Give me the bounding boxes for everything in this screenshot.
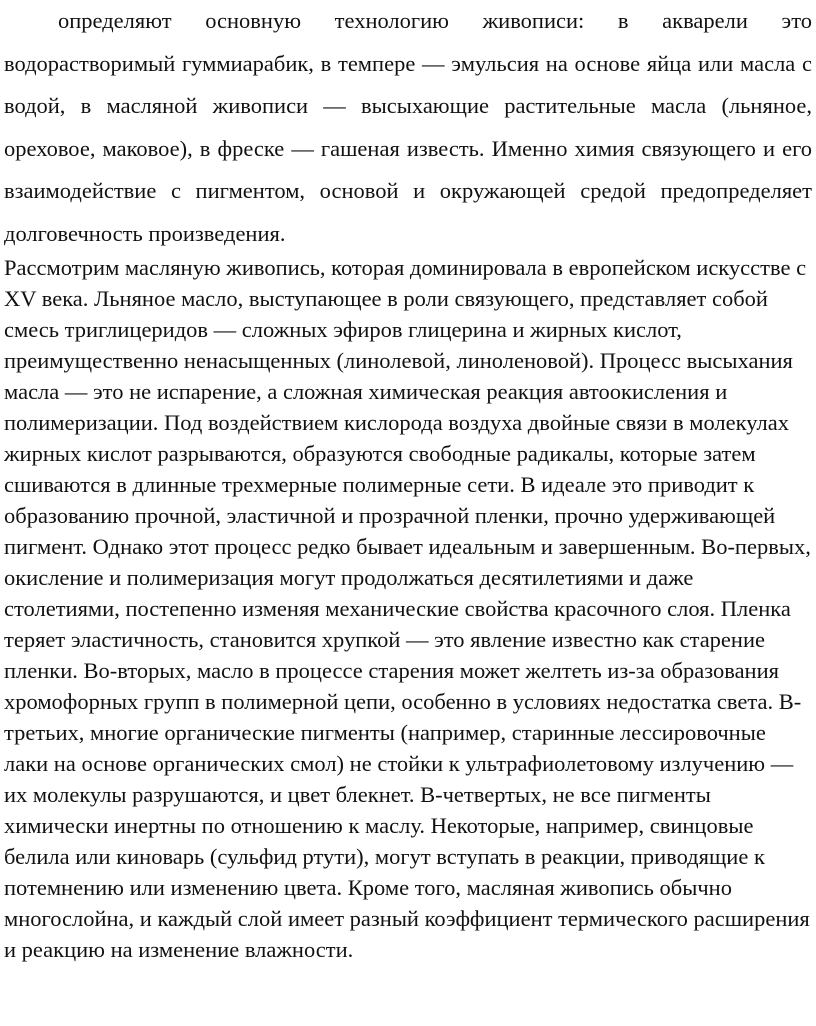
paragraph-oil-painting: Рассмотрим масляную живопись, которая доминировала в европейском искусстве с XV века. Льняное масло, выступающее в роли связующего, представляет собой смесь триглицеридов — сложных эфиров глицерина и жирных кислот, преимущественно ненасыщенных (линолевой, линоленовой). Процесс высыхания масла — это не испарение, а сложная химическая реакция автоокисления и полимеризации. Под воздействием кислорода воздуха двойные связи в молекулах жирных кислот разрываются, образуются свободные радикалы, которые затем сшиваются в длинные трехмерные полимерные сети. В идеале это приводит к образованию прочной, эластичной и прозрачной пленки, прочно удерживающей пигмент. Однако этот процесс редко бывает идеальным и завершенным. Во-первых, окисление и полимеризация могут продолжаться десятилетиями и даже столетиями, постепенно изменяя механические свойства красочного слоя. Пленка теряет эластичность, становится хрупкой — это явление известно как старение пленки. Во-вторых, масло в процессе старения может желтеть из-за образования хромофорных групп в полимерной цепи, особенно в условиях недостатка света. В-третьих, многие органические пигменты (например, старинные лессировочные лаки на основе органических смол) не стойки к ультрафиолетовому излучению — их молекулы разрушаются, и цвет блекнет. В-четвертых, не все пигменты химически инертны по отношению к маслу. Некоторые, например, свинцовые белила или киноварь (сульфид ртути), могут вступать в реакции, приводящие к потемнению или изменению цвета. Кроме того, масляная живопись обычно многослойна, и каждый слой имеет разный коэффициент термического расширения и реакцию на изменение влажности. (4, 255, 811, 962)
paragraph-binder-chemistry: определяют основную технологию живописи: в акварели это водорастворимый гуммиарабик, в темпере — эмульсия на основе яйца или масла с водой, в масляной живописи — высыхающие растительные масла (льняное, ореховое, маковое), в фреске — гашеная известь. Именно химия связующего и его взаимодействие с пигментом, основой и окружающей средой предопределяет долговечность произведения. (4, 8, 812, 246)
